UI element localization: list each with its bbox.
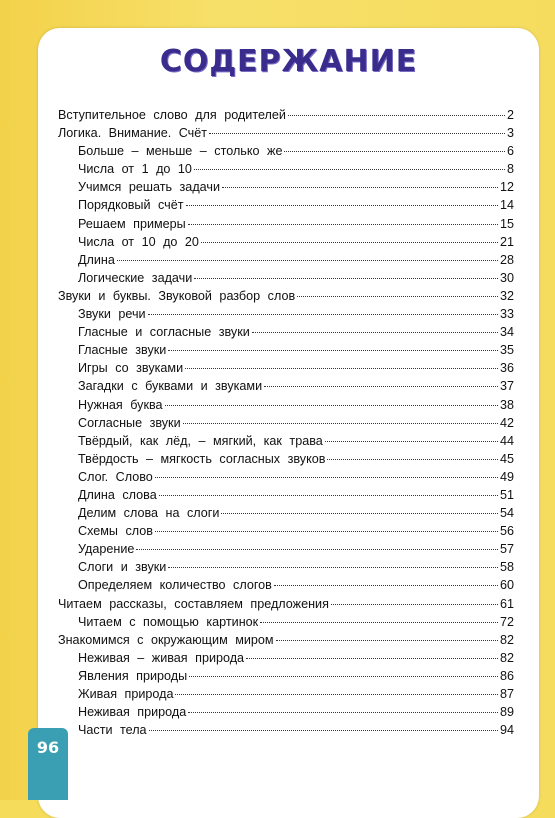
toc-entry-title: Учимся решать задачи (78, 180, 220, 195)
dot-leader (222, 187, 498, 188)
toc-entry (58, 235, 514, 253)
toc-entry-title: Живая природа (78, 687, 174, 701)
toc-entry (58, 379, 514, 397)
toc-entry-page: 45 (499, 451, 514, 466)
toc-entry (58, 271, 514, 289)
toc-entry-page: 58 (499, 560, 514, 575)
dot-leader (117, 260, 498, 261)
toc-entry (58, 180, 514, 198)
toc-entry (58, 524, 514, 542)
toc-entry-title: Порядковый счёт (78, 198, 184, 213)
toc-entry-title: Схемы слов (78, 524, 153, 539)
dot-leader (165, 405, 498, 406)
toc-entry-page: 12 (499, 180, 514, 195)
dot-leader (155, 477, 498, 478)
toc-entry-page: 60 (499, 578, 514, 593)
toc-entry (58, 162, 514, 180)
toc-entry-title: Звуки и буквы. Звуковой разбор слов (58, 288, 296, 303)
toc-entry (58, 253, 514, 271)
dot-leader (168, 567, 498, 568)
dot-leader (221, 513, 498, 514)
toc-entry (58, 361, 514, 379)
toc-entry-page: 33 (499, 307, 514, 322)
dot-leader (284, 151, 505, 152)
dot-leader (159, 495, 498, 496)
toc-entry (58, 343, 514, 361)
toc-entry-page: 42 (499, 415, 514, 430)
toc-entry-title: Читаем с помощью картинок (78, 614, 259, 629)
toc-entry-title: Длина слова (78, 487, 157, 502)
toc-entry-page: 87 (499, 687, 514, 701)
toc-entry-page: 94 (499, 723, 514, 738)
toc-entry (58, 452, 514, 470)
toc-entry-page: 57 (499, 542, 514, 557)
toc-entry-page: 61 (499, 596, 514, 611)
toc-entry-page: 89 (499, 705, 514, 720)
toc-entry-page: 72 (499, 614, 514, 629)
toc-entry-page: 35 (499, 343, 514, 358)
toc-entry (58, 723, 514, 741)
toc-entry (58, 669, 514, 687)
toc-entry-page: 32 (499, 288, 514, 303)
toc-entry-page: 14 (499, 198, 514, 213)
toc-entry-page: 37 (499, 379, 514, 394)
toc-entry-title: Определяем количество слогов (78, 578, 272, 593)
toc-entry-title: Решаем примеры (78, 216, 186, 231)
toc-entry (58, 542, 514, 560)
toc-entry-title: Твёрдость – мягкость согласных звуков (78, 451, 326, 466)
toc-entry-title: Читаем рассказы, составляем предложения (58, 596, 329, 611)
page-number: 96 (36, 738, 60, 757)
dot-leader (194, 169, 505, 170)
dot-leader (264, 386, 498, 387)
toc-entry-page: 49 (499, 469, 514, 484)
dot-leader (274, 585, 498, 586)
toc-entry (58, 126, 514, 144)
toc-entry-title: Нужная буква (78, 397, 163, 412)
dot-leader (276, 640, 498, 641)
toc-entry (58, 687, 514, 705)
toc-entry-title: Неживая – живая природа (78, 650, 245, 665)
toc-entry-title: Загадки с буквами и звуками (78, 379, 263, 394)
dot-leader (252, 332, 498, 333)
toc-entry-page: 30 (499, 270, 514, 285)
dot-leader (327, 459, 498, 460)
toc-entry-page: 51 (499, 487, 514, 502)
toc-entry-page: 82 (499, 632, 514, 647)
toc-entry-page: 6 (506, 144, 514, 159)
toc-entry (58, 325, 514, 343)
table-of-contents (58, 108, 514, 741)
dot-leader (185, 368, 498, 369)
toc-entry-title: Слоги и звуки (78, 560, 167, 575)
toc-entry-title: Знакомимся с окружающим миром (58, 632, 274, 647)
dot-leader (188, 712, 498, 713)
dot-leader (183, 423, 498, 424)
toc-entry (58, 615, 514, 633)
toc-entry-title: Твёрдый, как лёд, – мягкий, как трава (78, 433, 323, 448)
dot-leader (168, 350, 498, 351)
toc-entry (58, 470, 514, 488)
dot-leader (246, 658, 498, 659)
toc-entry-title: Длина (78, 252, 115, 267)
toc-entry-title: Ударение (78, 542, 135, 557)
toc-entry-title: Числа от 10 до 20 (78, 234, 199, 249)
toc-entry-page: 2 (506, 108, 514, 122)
toc-entry-page: 38 (499, 397, 514, 412)
toc-entry-title: Логика. Внимание. Счёт (58, 126, 208, 141)
toc-entry-page: 44 (499, 433, 514, 448)
toc-entry (58, 705, 514, 723)
toc-entry-title: Звуки речи (78, 307, 146, 322)
toc-entry-page: 34 (499, 325, 514, 340)
toc-entry (58, 198, 514, 216)
dot-leader (155, 531, 498, 532)
toc-entry (58, 289, 514, 307)
toc-entry-title: Логические задачи (78, 270, 193, 285)
toc-entry-title: Игры со звуками (78, 361, 184, 376)
dot-leader (136, 549, 498, 550)
toc-entry-page: 28 (499, 252, 514, 267)
dot-leader (194, 278, 498, 279)
toc-entry-title: Явления природы (78, 668, 188, 683)
toc-entry-page: 21 (499, 234, 514, 249)
dot-leader (325, 441, 498, 442)
toc-entry-title: Числа от 1 до 10 (78, 162, 192, 177)
toc-entry-page: 15 (499, 216, 514, 231)
toc-entry (58, 108, 514, 126)
toc-entry-title: Гласные и согласные звуки (78, 325, 250, 340)
dot-leader (189, 676, 498, 677)
dot-leader (260, 622, 498, 623)
toc-entry-title: Делим слова на слоги (78, 506, 220, 521)
toc-entry-page: 86 (499, 668, 514, 683)
dot-leader (149, 730, 498, 731)
toc-entry (58, 651, 514, 669)
toc-entry (58, 578, 514, 596)
dot-leader (188, 224, 498, 225)
toc-entry-page: 82 (499, 650, 514, 665)
toc-entry-page: 56 (499, 524, 514, 539)
dot-leader (331, 604, 498, 605)
dot-leader (297, 296, 498, 297)
page-title: СОДЕРЖАНИЕ (159, 44, 418, 79)
toc-entry (58, 144, 514, 162)
toc-entry-page: 54 (499, 506, 514, 521)
dot-leader (201, 242, 498, 243)
toc-entry-page: 36 (499, 361, 514, 376)
toc-entry (58, 506, 514, 524)
toc-entry (58, 434, 514, 452)
toc-entry-title: Части тела (78, 723, 147, 738)
toc-entry (58, 416, 514, 434)
dot-leader (288, 115, 505, 116)
toc-entry-page: 3 (506, 126, 514, 141)
toc-entry-title: Согласные звуки (78, 415, 181, 430)
toc-entry (58, 633, 514, 651)
dot-leader (175, 694, 498, 695)
dot-leader (186, 205, 498, 206)
toc-entry-title: Неживая природа (78, 705, 187, 720)
toc-entry (58, 217, 514, 235)
toc-entry (58, 488, 514, 506)
dot-leader (148, 314, 498, 315)
toc-entry-title: Больше – меньше – столько же (78, 144, 283, 159)
toc-entry-title: Гласные звуки (78, 343, 167, 358)
toc-entry-title: Слог. Слово (78, 469, 153, 484)
dot-leader (209, 133, 505, 134)
toc-entry (58, 307, 514, 325)
toc-entry (58, 560, 514, 578)
toc-entry (58, 597, 514, 615)
toc-entry-page: 8 (506, 162, 514, 177)
toc-entry (58, 398, 514, 416)
toc-entry-title: Вступительное слово для родителей (58, 108, 286, 122)
